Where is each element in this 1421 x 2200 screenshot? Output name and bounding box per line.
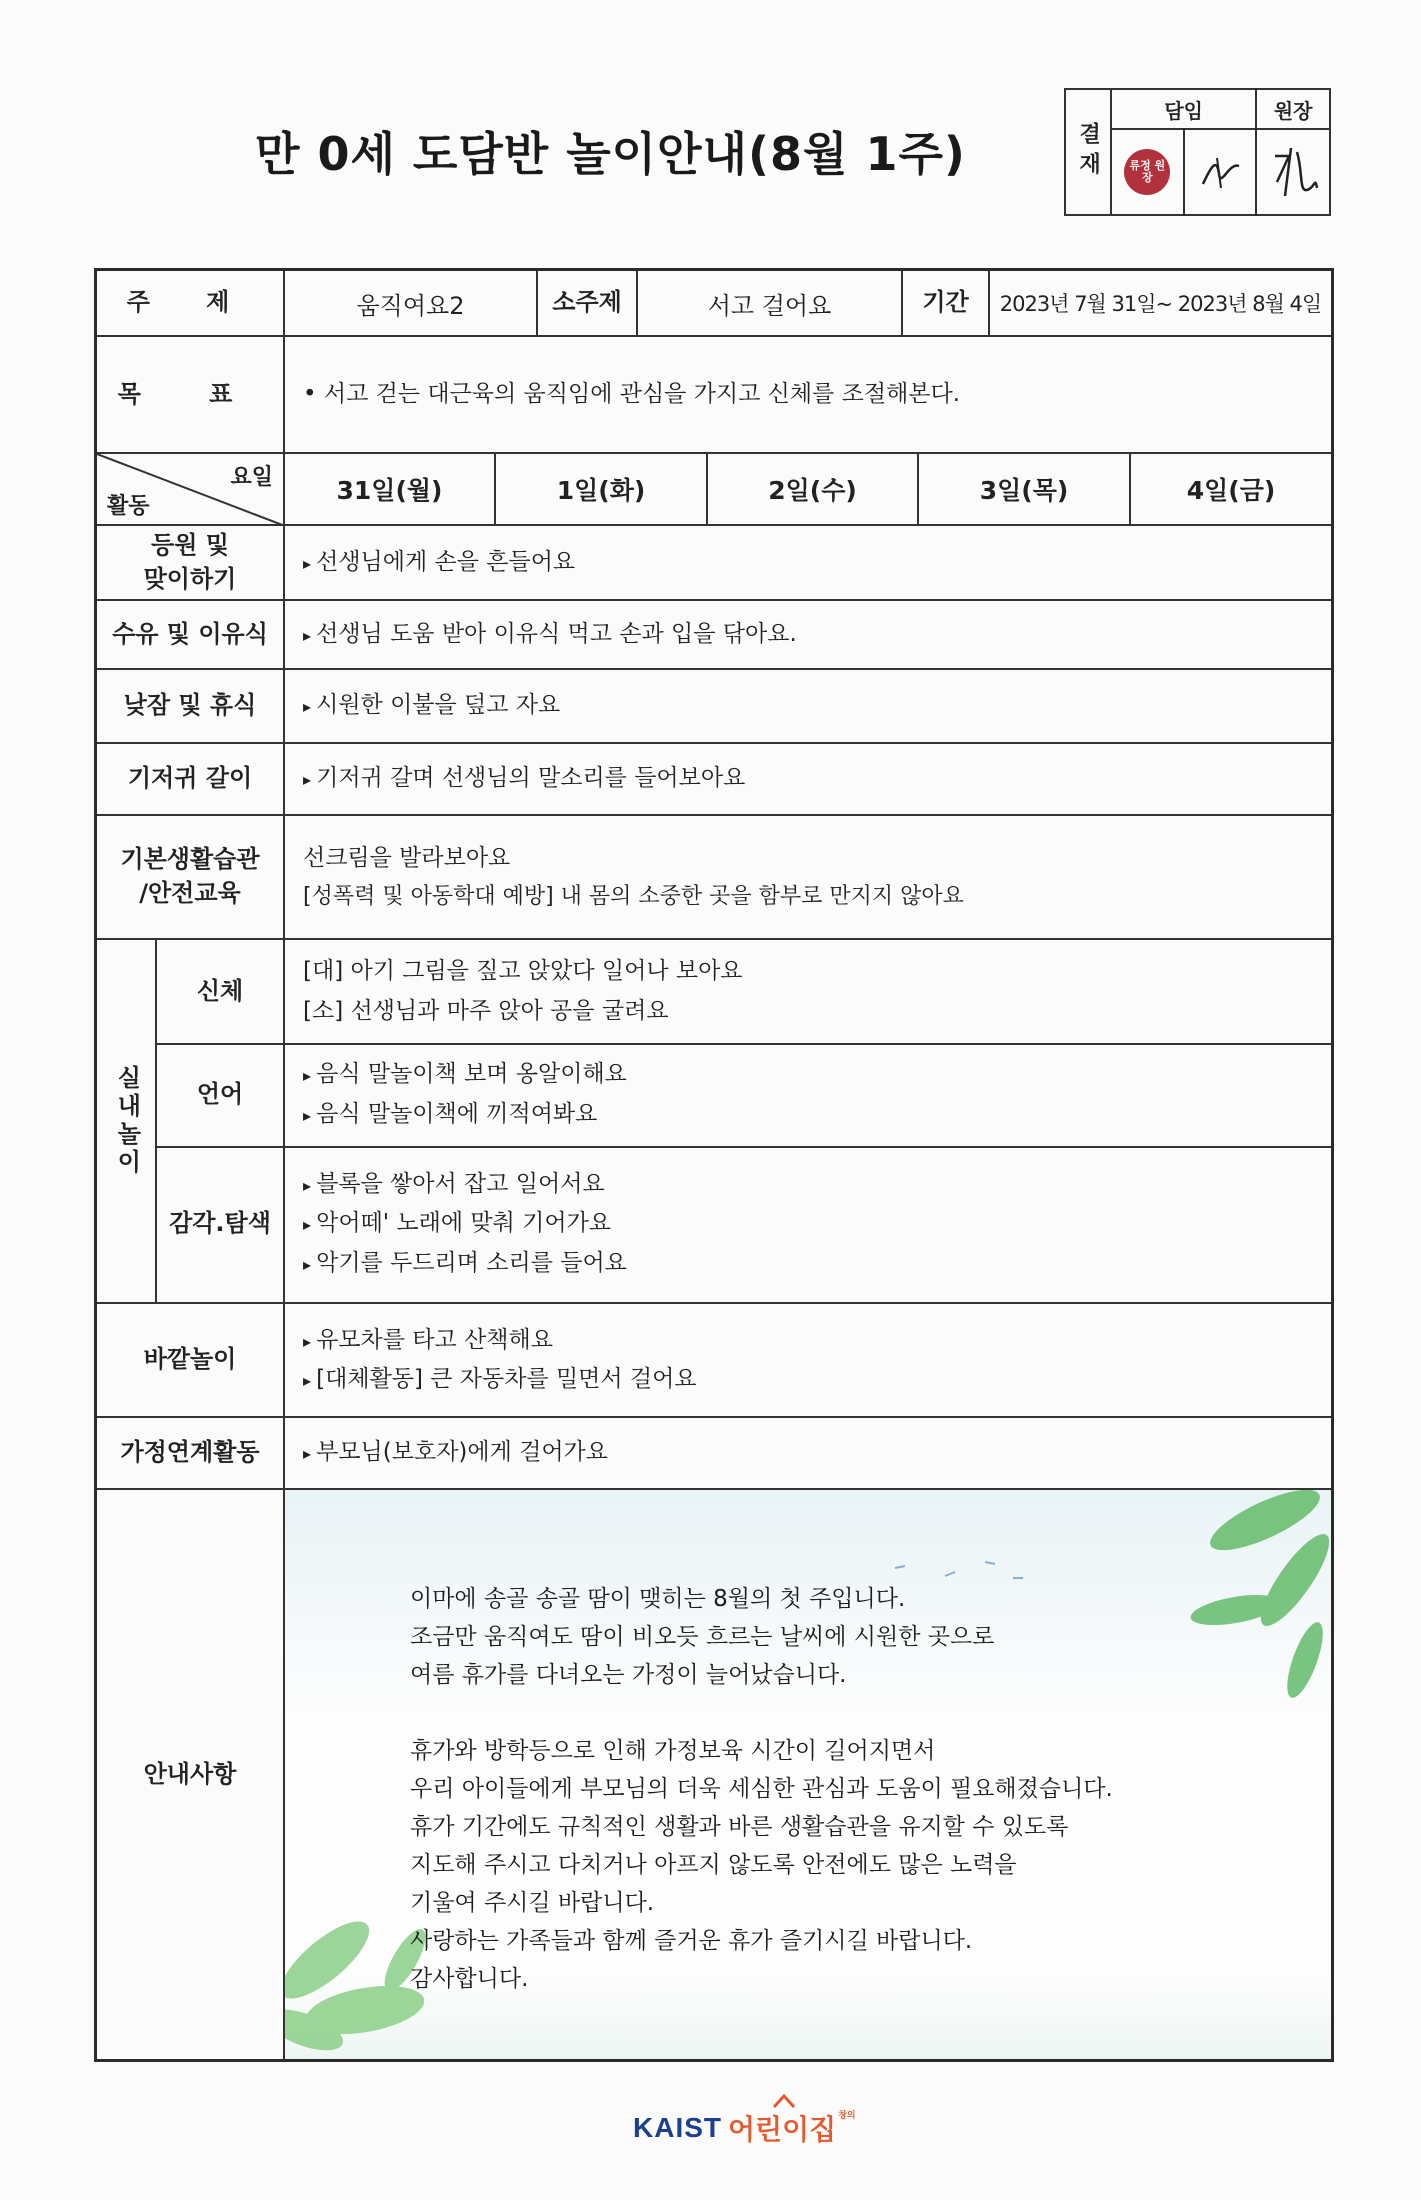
goal-text: • 서고 걷는 대근육의 움직임에 관심을 가지고 신체를 조절해본다. [303, 380, 961, 407]
period-value: 2023년 7월 31일~ 2023년 8월 4일 [999, 292, 1322, 316]
goal-row [97, 337, 1331, 454]
arrival-content [285, 526, 1331, 599]
logo-roof-icon [772, 2094, 796, 2108]
indoor-body-2: [소] 선생님과 마주 앉아 공을 굴려요 [303, 997, 669, 1024]
arrival-row [97, 526, 1331, 601]
day-wed: 2일(수) [708, 454, 919, 524]
outdoor-2: ▸ [대체활동] 큰 자동차를 밀면서 걸어요 [303, 1360, 697, 1399]
home-text: ▸ 부모님(보호자)에게 걸어가요 [303, 1433, 608, 1472]
nap-row [97, 670, 1331, 744]
indoor-lang-2: ▸ 음식 말놀이책에 끼적여봐요 [303, 1095, 597, 1134]
arrival-label-2: 맞이하기 [143, 564, 237, 593]
teacher-stamp [1124, 149, 1170, 195]
indoor-body-label: 신체 [157, 940, 285, 1043]
notice-text [410, 1580, 1113, 1998]
indoor-lang-content [285, 1043, 1331, 1146]
teacher-signature-cell [1185, 130, 1256, 214]
habit-row [97, 816, 1331, 940]
notice-line-3: 여름 휴가를 다녀오는 가정이 늘어났습니다. [410, 1662, 847, 1688]
approval-label-text: 결재 [1075, 122, 1101, 182]
teacher-signature [1195, 152, 1245, 192]
teacher-stamp-text: 류정 원장 [1129, 158, 1166, 184]
subtheme-label: 소주제 [538, 271, 638, 335]
outdoor-1: ▸ 유모차를 타고 산책해요 [303, 1321, 553, 1360]
period-label: 기간 [903, 271, 990, 335]
approval-director-col [1257, 90, 1329, 214]
diaper-content [285, 744, 1331, 814]
notice-content [285, 1490, 1331, 2059]
diaper-label: 기저귀 갈이 [97, 744, 285, 814]
approval-director-head: 원장 [1257, 90, 1329, 130]
day-fri: 4일(금) [1186, 476, 1276, 505]
outdoor-label: 바깥놀이 [97, 1304, 285, 1416]
home-row [97, 1418, 1331, 1490]
subtheme-value: 서고 걸어요 [638, 271, 903, 335]
notice-line-6: 휴가 기간에도 규칙적인 생활과 바른 생활습관을 유지할 수 있도록 [410, 1814, 1069, 1840]
habit-line-1: 선크림을 발라보아요 [303, 844, 511, 871]
logo-daycare [728, 2108, 836, 2148]
notice-line-7: 지도해 주시고 다치거나 아프지 않도록 안전에도 많은 노력을 [410, 1852, 1017, 1878]
header-row [97, 271, 1331, 337]
habit-label [97, 816, 285, 938]
nap-text: ▸ 시원한 이불을 덮고 자요 [303, 686, 560, 725]
nap-label: 낮잠 및 휴식 [97, 670, 285, 742]
arrival-label [97, 526, 285, 599]
day-corner [97, 454, 285, 524]
indoor-body-1: [대] 아기 그림을 짚고 앉았다 일어나 보아요 [303, 958, 743, 985]
diaper-row [97, 744, 1331, 816]
logo-daycare-text: 어린이집 [728, 2114, 837, 2145]
indoor-label-text: 실내놀이 [112, 1065, 141, 1177]
indoor-lang-row [157, 1043, 1331, 1148]
meal-label: 수유 및 이유식 [97, 601, 285, 668]
kaist-logo [633, 2108, 856, 2148]
meal-row [97, 601, 1331, 670]
habit-line-2: [성폭력 및 아동학대 예방] 내 몸의 소중한 곳을 함부로 만지지 않아요 [303, 883, 964, 909]
home-label: 가정연계활동 [97, 1418, 285, 1488]
corner-top-label: 요일 [230, 465, 273, 490]
notice-label: 안내사항 [97, 1490, 285, 2059]
notice-line-4: 휴가와 방학등으로 인해 가정보육 시간이 길어지면서 [410, 1738, 936, 1764]
home-content [285, 1418, 1331, 1488]
indoor-label [97, 940, 157, 1302]
schedule-table [94, 268, 1334, 2062]
arrival-label-1: 등원 및 [151, 530, 229, 559]
indoor-body-row [157, 940, 1331, 1045]
indoor-lang-label: 언어 [157, 1043, 285, 1146]
day-mon: 31일(월) [285, 454, 496, 524]
indoor-sense-2: ▸ 악어떼' 노래에 맞춰 기어가요 [303, 1204, 611, 1243]
indoor-sense-1: ▸ 블록을 쌓아서 잡고 일어서요 [303, 1165, 605, 1204]
approval-label [1066, 90, 1112, 214]
theme-label-text: 주 제 [126, 288, 254, 317]
notice-line-8: 기울여 주시길 바랍니다. [410, 1890, 655, 1916]
indoor-sense-row [157, 1146, 1331, 1302]
theme-label [97, 271, 285, 335]
teacher-stamp-cell [1112, 130, 1185, 214]
habit-content [285, 816, 1331, 938]
notice-line-1: 이마에 송골 송골 땀이 맺히는 8월의 첫 주입니다. [410, 1586, 906, 1612]
indoor-lang-1: ▸ 음식 말놀이책 보며 옹알이해요 [303, 1055, 627, 1094]
indoor-body-content [285, 940, 1331, 1043]
meal-text: ▸ 선생님 도움 받아 이유식 먹고 손과 입을 닦아요. [303, 615, 797, 654]
notice-line-10: 감사합니다. [410, 1966, 529, 1992]
days-row [97, 454, 1331, 526]
indoor-sense-label: 감각.탐색 [157, 1146, 285, 1302]
page-title: 만 0세 도담반 놀이안내(8월 1주) [255, 127, 966, 181]
logo-kaist: KAIST [633, 2112, 722, 2143]
day-thu: 3일(목) [919, 454, 1131, 524]
notice-background [285, 1490, 1331, 2059]
notice-line-2: 조금만 움직여도 땀이 비오듯 흐르는 날씨에 시원한 곳으로 [410, 1624, 995, 1650]
logo-small: 창의 [838, 2110, 856, 2120]
goal-label-text: 목 표 [117, 379, 263, 408]
indoor-sense-3: ▸ 악기를 두드리며 소리를 들어요 [303, 1244, 627, 1283]
meal-content [285, 601, 1331, 668]
indoor-block [97, 940, 1331, 1304]
indoor-sense-content [285, 1146, 1331, 1302]
outdoor-row [97, 1304, 1331, 1418]
notice-line-9: 사랑하는 가족들과 함께 즐거운 휴가 즐기시길 바랍니다. [410, 1928, 973, 1954]
outdoor-content [285, 1304, 1331, 1416]
diaper-text: ▸ 기저귀 갈며 선생님의 말소리를 들어보아요 [303, 759, 745, 798]
notice-row [97, 1490, 1331, 2059]
approval-box [1064, 88, 1331, 216]
approval-teacher-head: 담임 [1112, 90, 1255, 130]
theme-value: 움직여요2 [285, 271, 538, 335]
day-tue: 1일(화) [496, 454, 708, 524]
director-signature [1263, 142, 1323, 202]
notice-line-5: 우리 아이들에게 부모님의 더욱 세심한 관심과 도움이 필요해졌습니다. [410, 1776, 1113, 1802]
approval-teacher-col [1112, 90, 1257, 214]
director-signature-cell [1257, 130, 1329, 214]
nap-content [285, 670, 1331, 742]
arrival-text: ▸ 선생님에게 손을 흔들어요 [303, 543, 575, 582]
corner-bottom-label: 활동 [107, 494, 150, 519]
habit-label-2: /안전교육 [139, 879, 241, 907]
habit-label-1: 기본생활습관 [120, 845, 260, 874]
goal-label [97, 337, 285, 452]
